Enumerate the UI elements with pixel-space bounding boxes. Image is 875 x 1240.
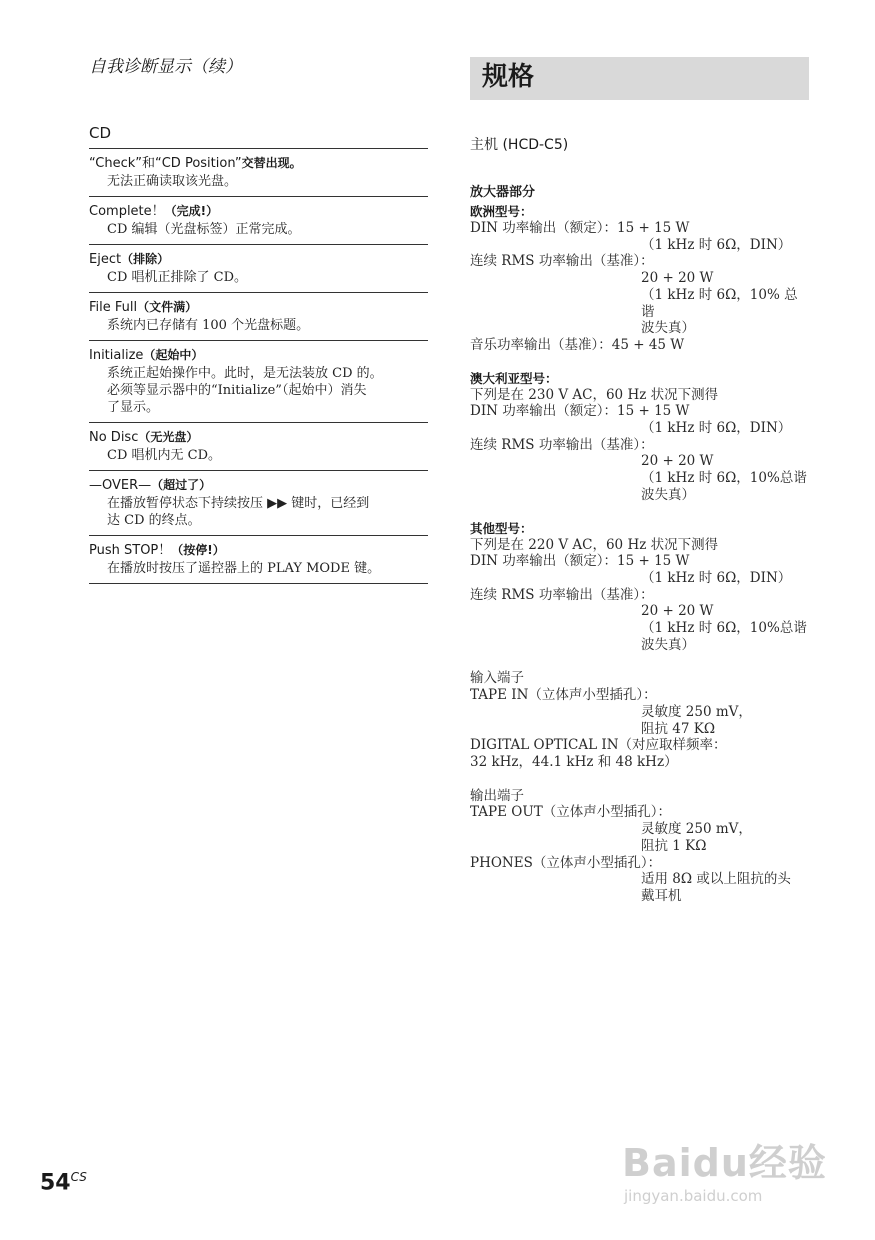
left-column — [89, 52, 428, 584]
spec-title: 规格 — [470, 57, 809, 100]
message-desc: 了显示。 — [107, 400, 160, 415]
europe-din-row — [470, 220, 809, 237]
right-column — [470, 57, 809, 905]
spec-label: 音乐功率输出（基准）： — [470, 336, 612, 353]
watermark-logo: Baidu经验 — [622, 1141, 827, 1185]
other-din-row — [470, 553, 809, 570]
message-title: Complete！ — [89, 204, 165, 219]
spec-label: 连续 RMS 功率输出（基准）： — [470, 586, 654, 603]
spec-value: 20 + 20 W — [641, 603, 714, 620]
message-title: File Full — [89, 300, 138, 315]
message-title-cn: （起始中） — [143, 348, 204, 362]
spec-value: 15 + 15 W — [617, 553, 690, 570]
spec-value: 灵敏度 250 mV， — [641, 821, 752, 838]
watermark — [622, 1132, 827, 1205]
spec-value: 45 + 45 W — [611, 336, 685, 353]
europe-title: 欧洲型号： — [470, 204, 533, 219]
message-desc: 系统正起始操作中。此时，是无法装放 CD 的。 — [107, 366, 383, 381]
message-title-cn: （超过了） — [151, 478, 212, 492]
message-desc: CD 编辑（光盘标签）正常完成。 — [107, 222, 301, 237]
spec-value: 阻抗 1 KΩ — [641, 837, 707, 854]
message-title: —OVER— — [89, 478, 152, 493]
message-desc: 在播放暂停状态下持续按压 ▶▶ 键时，已经到 — [107, 496, 370, 511]
message-title: No Disc — [89, 430, 139, 445]
main-unit-heading: 主机 (HCD-C5) — [470, 137, 569, 153]
spec-cond: （1 kHz 时 6Ω，10%总谐 — [641, 470, 807, 487]
message-item — [89, 341, 428, 423]
message-desc: 系统内已存储有 100 个光盘标题。 — [107, 318, 310, 333]
message-title-cn: （文件满） — [137, 300, 198, 314]
spec-note: 下列是在 220 V AC，60 Hz 状况下测得 — [470, 536, 719, 553]
other-title: 其他型号： — [470, 520, 533, 536]
message-item — [89, 245, 428, 293]
message-title: Initialize — [89, 348, 144, 363]
message-desc: 必须等显示器中的“Initialize”（起始中）消失 — [107, 383, 367, 398]
message-item — [89, 293, 428, 341]
cd-heading: CD — [89, 124, 428, 149]
spec-cond: 波失真） — [641, 320, 695, 337]
spec-cond: 波失真） — [641, 636, 695, 653]
spec-value: 15 + 15 W — [617, 403, 690, 420]
spec-cond: （1 kHz 时 6Ω，10%总谐 — [641, 620, 807, 637]
message-item — [89, 471, 428, 536]
message-title-cn: （按停!） — [171, 543, 225, 557]
spec-label: TAPE IN（立体声小型插孔）： — [470, 687, 657, 704]
message-title-cn: 交替出现。 — [241, 156, 302, 170]
page-number: $54^{CS}$ — [40, 1170, 87, 1196]
message-title: Push STOP！ — [89, 543, 172, 558]
message-desc: 无法正确读取该光盘。 — [107, 174, 238, 189]
message-desc: 达 CD 的终点。 — [107, 513, 201, 528]
message-desc: 在播放时按压了遥控器上的 PLAY MODE 键。 — [107, 561, 381, 576]
watermark-url: jingyan.baidu.com — [624, 1187, 763, 1205]
spec-cond: （1 kHz 时 6Ω，DIN） — [641, 236, 792, 253]
amp-section-heading: 放大器部分 — [470, 185, 536, 200]
spec-label: DIGITAL OPTICAL IN（对应取样频率： — [470, 737, 727, 754]
spec-cond: 波失真） — [641, 486, 695, 503]
spec-value: 灵敏度 250 mV， — [641, 703, 752, 720]
spec-value: 戴耳机 — [641, 887, 682, 904]
australia-title: 澳大利亚型号： — [470, 370, 558, 386]
spec-value: 20 + 20 W — [641, 270, 714, 287]
message-title-cn: （完成!） — [164, 204, 219, 218]
message-item — [89, 536, 428, 584]
spec-value: 15 + 15 W — [617, 220, 690, 236]
message-desc: CD 唱机正排除了 CD。 — [107, 270, 248, 285]
message-title-cn: （无光盘） — [138, 430, 199, 444]
europe-music-row — [470, 337, 809, 354]
spec-label: DIN 功率输出（额定）： — [470, 553, 618, 570]
message-item — [89, 423, 428, 471]
australia-din-row — [470, 403, 809, 420]
spec-cond: （1 kHz 时 6Ω，DIN） — [641, 569, 792, 586]
page-suffix: CS — [70, 1170, 87, 1184]
spec-label: DIN 功率输出（额定）： — [470, 403, 618, 420]
spec-value: 32 kHz，44.1 kHz 和 48 kHz） — [470, 753, 678, 770]
message-title-cn: （排除） — [121, 252, 170, 266]
spec-cond: （1 kHz 时 6Ω，10% 总谐 — [641, 286, 798, 320]
message-item — [89, 197, 428, 245]
spec-value: 阻抗 47 KΩ — [641, 720, 716, 737]
spec-label: TAPE OUT（立体声小型插孔）： — [470, 804, 671, 821]
spec-label: DIN 功率输出（额定）： — [470, 220, 618, 236]
message-title: “Check”和“CD Position” — [89, 156, 242, 171]
spec-note: 下列是在 230 V AC，60 Hz 状况下测得 — [470, 386, 719, 403]
spec-label: 连续 RMS 功率输出（基准）： — [470, 253, 654, 270]
spec-label: 连续 RMS 功率输出（基准）： — [470, 436, 654, 453]
spec-cond: （1 kHz 时 6Ω，DIN） — [641, 420, 792, 437]
spec-label: PHONES（立体声小型插孔）： — [470, 854, 662, 871]
message-title: Eject — [89, 252, 122, 267]
section-header: 自我诊断显示（续） — [89, 57, 242, 77]
message-item — [89, 149, 428, 197]
input-title: 输入端子 — [470, 670, 524, 687]
spec-value: 20 + 20 W — [641, 453, 714, 470]
output-title: 输出端子 — [470, 787, 524, 804]
spec-value: 适用 8Ω 或以上阻抗的头 — [641, 871, 791, 888]
message-desc: CD 唱机内无 CD。 — [107, 448, 222, 463]
